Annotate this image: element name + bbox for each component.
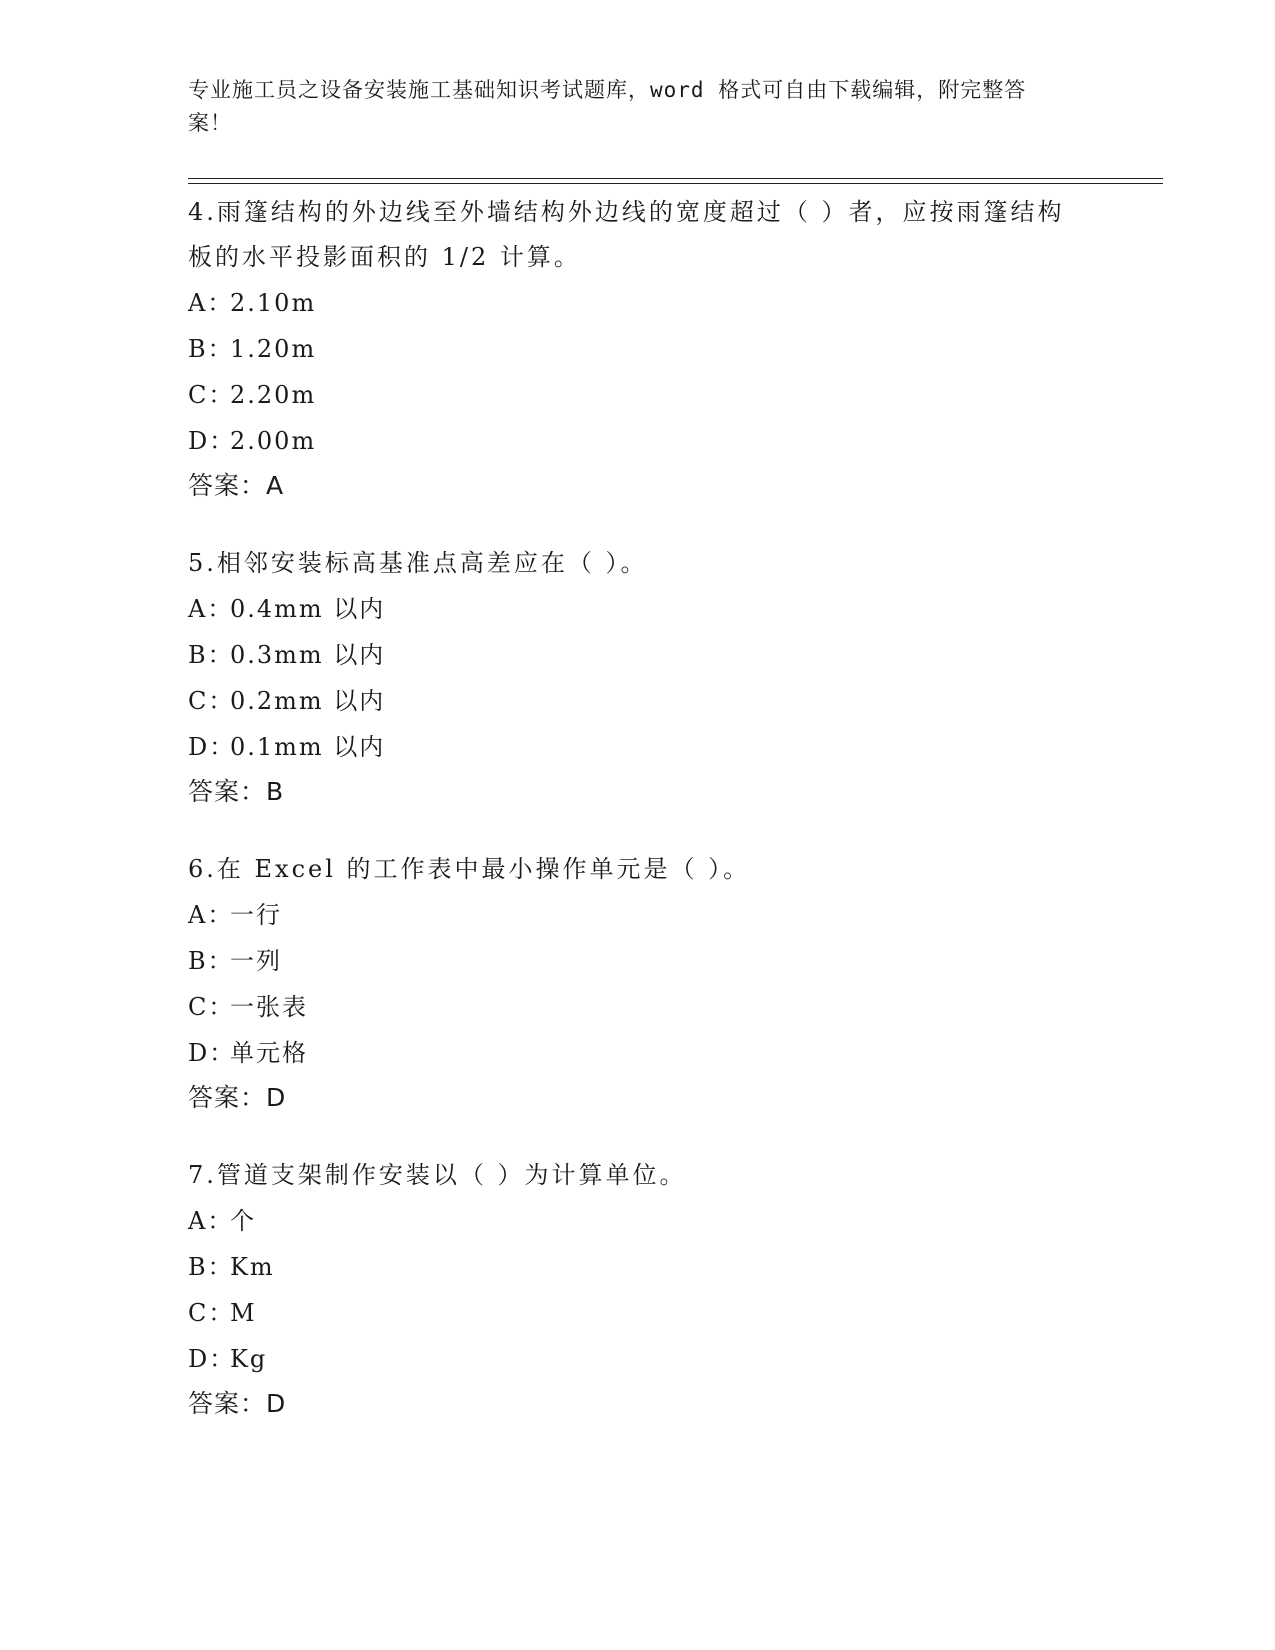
question-stem: 4.雨篷结构的外边线至外墙结构外边线的宽度超过（ ）者，应按雨篷结构板的水平投影面积的 1/2 计算。: [188, 198, 1065, 271]
option-b: [188, 632, 1168, 678]
option-b: [188, 1244, 1168, 1290]
option-d: [188, 418, 1168, 464]
question-stem: 6.在 Excel 的工作表中最小操作单元是（ ）。: [188, 855, 751, 883]
option-text: 一行: [230, 901, 282, 929]
option-text: 0.2mm 以内: [230, 687, 386, 715]
option-c: [188, 984, 1168, 1030]
option-letter: B：: [188, 947, 234, 975]
answer-line: 答案：A: [188, 471, 285, 500]
option-text: 1.20m: [230, 335, 317, 363]
option-letter: A：: [188, 289, 234, 317]
header-divider: [188, 178, 1163, 184]
option-letter: A：: [188, 901, 234, 929]
option-text: 一张表: [230, 993, 308, 1021]
option-letter: A：: [188, 1207, 234, 1235]
option-text: 0.4mm 以内: [230, 595, 386, 623]
option-text: 0.3mm 以内: [230, 641, 386, 669]
option-d: [188, 1030, 1168, 1076]
option-text: 单元格: [230, 1039, 308, 1067]
option-d: [188, 1336, 1168, 1382]
option-letter: C：: [188, 687, 235, 715]
option-letter: A：: [188, 595, 234, 623]
option-b: [188, 938, 1168, 984]
option-text: 一列: [230, 947, 282, 975]
option-text: 个: [230, 1207, 256, 1235]
option-letter: D：: [188, 427, 236, 455]
option-letter: C：: [188, 1299, 235, 1327]
option-letter: B：: [188, 335, 234, 363]
option-c: [188, 372, 1168, 418]
answer-line: 答案：D: [188, 1389, 287, 1418]
option-text: 2.10m: [230, 289, 317, 317]
option-a: [188, 892, 1168, 938]
option-c: [188, 1290, 1168, 1336]
question-stem: 7.管道支架制作安装以（ ）为计算单位。: [188, 1161, 687, 1189]
option-letter: C：: [188, 381, 235, 409]
option-c: [188, 678, 1168, 724]
option-letter: D：: [188, 733, 236, 761]
option-text: Km: [230, 1253, 275, 1281]
option-a: [188, 1198, 1168, 1244]
option-text: 2.20m: [230, 381, 317, 409]
option-letter: D：: [188, 1345, 236, 1373]
option-letter: B：: [188, 641, 234, 669]
question-list: [188, 190, 1168, 1459]
question-4: [188, 190, 1168, 508]
question-7: [188, 1153, 1168, 1426]
option-text: 0.1mm 以内: [230, 733, 386, 761]
option-a: [188, 586, 1168, 632]
question-6: [188, 847, 1168, 1120]
question-stem: 5.相邻安装标高基准点高差应在（ ）。: [188, 549, 648, 577]
document-header: 专业施工员之设备安装施工基础知识考试题库，word 格式可自由下载编辑，附完整答案！: [188, 78, 1027, 135]
answer-line: 答案：B: [188, 777, 285, 806]
answer-line: 答案：D: [188, 1083, 287, 1112]
option-text: Kg: [230, 1345, 268, 1373]
option-text: 2.00m: [230, 427, 317, 455]
option-letter: C：: [188, 993, 235, 1021]
question-5: [188, 541, 1168, 814]
option-a: [188, 280, 1168, 326]
option-d: [188, 724, 1168, 770]
option-letter: B：: [188, 1253, 234, 1281]
option-letter: D：: [188, 1039, 236, 1067]
option-text: M: [230, 1299, 257, 1327]
option-b: [188, 326, 1168, 372]
